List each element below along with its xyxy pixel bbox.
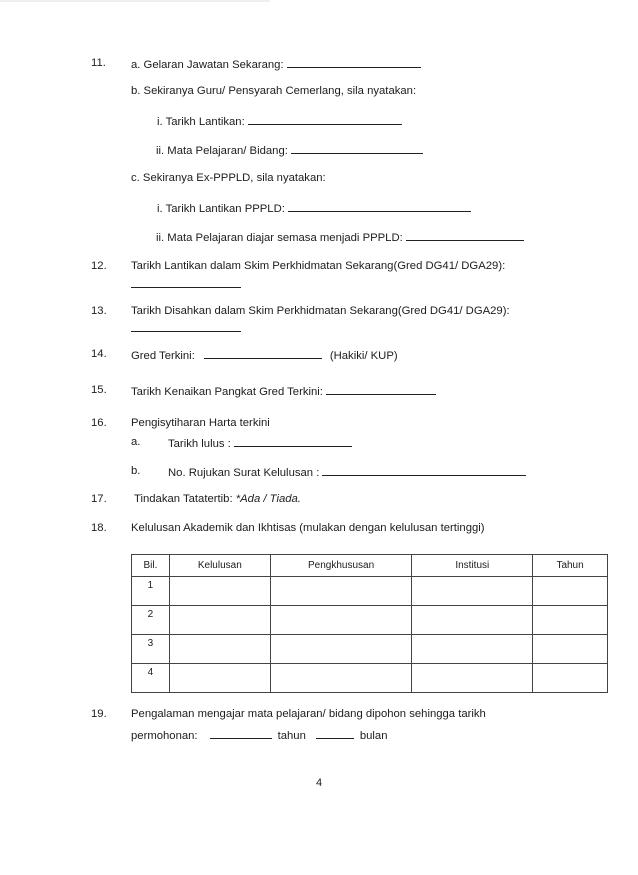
label-kelulusan-akademik: Kelulusan Akademik dan Ikhtisas (mulakan dengan kelulusan tertinggi) <box>131 522 485 534</box>
scan-edge-line <box>0 0 270 2</box>
row-number: 4 <box>132 664 170 693</box>
label-hakiki-kup: (Hakiki/ KUP) <box>329 350 398 362</box>
label-bulan: bulan <box>359 730 388 742</box>
cell-pengkhususan[interactable] <box>270 664 412 693</box>
label-gelaran-jawatan: a. Gelaran Jawatan Sekarang: <box>131 59 284 71</box>
blank-tarikh-lulus[interactable] <box>234 435 352 447</box>
field-tarikh-lulus <box>168 435 352 451</box>
header-kelulusan: Kelulusan <box>169 555 270 577</box>
blank-gred-terkini[interactable] <box>204 347 322 359</box>
row-number: 1 <box>132 577 170 606</box>
field-gelaran-jawatan <box>131 56 421 72</box>
blank-mata-pelajaran[interactable] <box>291 142 423 154</box>
cell-tahun[interactable] <box>533 664 608 693</box>
label-tarikh-disahkan-skim: Tarikh Disahkan dalam Skim Perkhidmatan Sekarang(Gred DG41/ DGA29): <box>131 305 510 317</box>
item-number-18: 18. <box>91 522 107 534</box>
cell-kelulusan[interactable] <box>169 664 270 693</box>
label-tarikh-lulus: Tarikh lulus : <box>168 438 231 450</box>
label-tahun: tahun <box>277 730 306 742</box>
label-permohonan: permohonan: <box>131 730 198 742</box>
label-ex-pppld: c. Sekiranya Ex-PPPLD, sila nyatakan: <box>131 172 326 184</box>
cell-pengkhususan[interactable] <box>270 635 412 664</box>
label-mata-pelajaran: ii. Mata Pelajaran/ Bidang: <box>156 145 288 157</box>
header-tahun: Tahun <box>533 555 608 577</box>
label-kenaikan-pangkat: Tarikh Kenaikan Pangkat Gred Terkini: <box>131 386 323 398</box>
field-rujukan-surat <box>168 464 526 480</box>
header-bil: Bil. <box>132 555 170 577</box>
label-gred-terkini: Gred Terkini: <box>131 350 195 362</box>
field-gred-terkini <box>131 347 398 363</box>
blank-tarikh-disahkan-skim[interactable] <box>131 331 241 332</box>
row-number: 2 <box>132 606 170 635</box>
cell-pengkhususan[interactable] <box>270 606 412 635</box>
field-pengalaman <box>131 727 388 743</box>
item-number-12: 12. <box>91 260 107 272</box>
blank-gelaran-jawatan[interactable] <box>287 56 421 68</box>
cell-institusi[interactable] <box>412 606 533 635</box>
label-tindakan-tatatertib: Tindakan Tatatertib: <box>134 493 233 505</box>
field-tarikh-lantikan-pppld <box>157 200 471 216</box>
label-rujukan-surat: No. Rujukan Surat Kelulusan : <box>168 467 320 479</box>
cell-kelulusan[interactable] <box>169 635 270 664</box>
field-mata-pelajaran-pppld <box>156 229 524 245</box>
item-number-13: 13. <box>91 305 107 317</box>
item-number-17: 17. <box>91 493 107 505</box>
label-tarikh-lantikan: i. Tarikh Lantikan: <box>157 116 245 128</box>
field-tarikh-lantikan <box>157 113 402 129</box>
cell-institusi[interactable] <box>412 664 533 693</box>
qualifications-table <box>131 554 608 693</box>
letter-16b: b. <box>131 465 141 477</box>
cell-tahun[interactable] <box>533 606 608 635</box>
blank-mata-pelajaran-pppld[interactable] <box>406 229 524 241</box>
cell-kelulusan[interactable] <box>169 606 270 635</box>
item-number-11: 11. <box>91 57 106 69</box>
letter-16a: a. <box>131 436 141 448</box>
label-pengisytiharan-harta: Pengisytiharan Harta terkini <box>131 417 270 429</box>
page-number: 4 <box>315 777 323 789</box>
blank-tahun[interactable] <box>210 727 272 739</box>
cell-pengkhususan[interactable] <box>270 577 412 606</box>
cell-tahun[interactable] <box>533 635 608 664</box>
table-row <box>132 606 608 635</box>
cell-tahun[interactable] <box>533 577 608 606</box>
blank-tarikh-lantikan[interactable] <box>248 113 402 125</box>
blank-bulan[interactable] <box>316 727 354 739</box>
blank-kenaikan-pangkat[interactable] <box>326 383 436 395</box>
field-tindakan-tatatertib <box>134 492 301 506</box>
label-mata-pelajaran-pppld: ii. Mata Pelajaran diajar semasa menjadi PPPLD: <box>156 232 403 244</box>
table-row <box>132 635 608 664</box>
cell-institusi[interactable] <box>412 635 533 664</box>
label-tarikh-lantikan-pppld: i. Tarikh Lantikan PPPLD: <box>157 203 285 215</box>
label-pengalaman-mengajar: Pengalaman mengajar mata pelajaran/ bidang dipohon sehingga tarikh <box>131 708 486 720</box>
label-guru-cemerlang: b. Sekiranya Guru/ Pensyarah Cemerlang, sila nyatakan: <box>131 85 417 97</box>
option-ada-tiada[interactable]: *Ada / Tiada. <box>235 493 301 505</box>
blank-tarikh-lantikan-skim[interactable] <box>131 287 241 288</box>
field-mata-pelajaran <box>156 142 423 158</box>
table-header-row <box>132 555 608 577</box>
cell-institusi[interactable] <box>412 577 533 606</box>
blank-rujukan-surat[interactable] <box>322 464 526 476</box>
item-number-16: 16. <box>91 417 107 429</box>
field-kenaikan-pangkat <box>131 383 436 399</box>
label-tarikh-lantikan-skim: Tarikh Lantikan dalam Skim Perkhidmatan Sekarang(Gred DG41/ DGA29): <box>131 260 506 272</box>
header-pengkhususan: Pengkhususan <box>270 555 412 577</box>
cell-kelulusan[interactable] <box>169 577 270 606</box>
item-number-19: 19. <box>91 708 107 720</box>
blank-tarikh-lantikan-pppld[interactable] <box>288 200 471 212</box>
row-number: 3 <box>132 635 170 664</box>
table-row <box>132 664 608 693</box>
header-institusi: Institusi <box>412 555 533 577</box>
item-number-14: 14. <box>91 348 107 360</box>
table-row <box>132 577 608 606</box>
item-number-15: 15. <box>91 384 107 396</box>
